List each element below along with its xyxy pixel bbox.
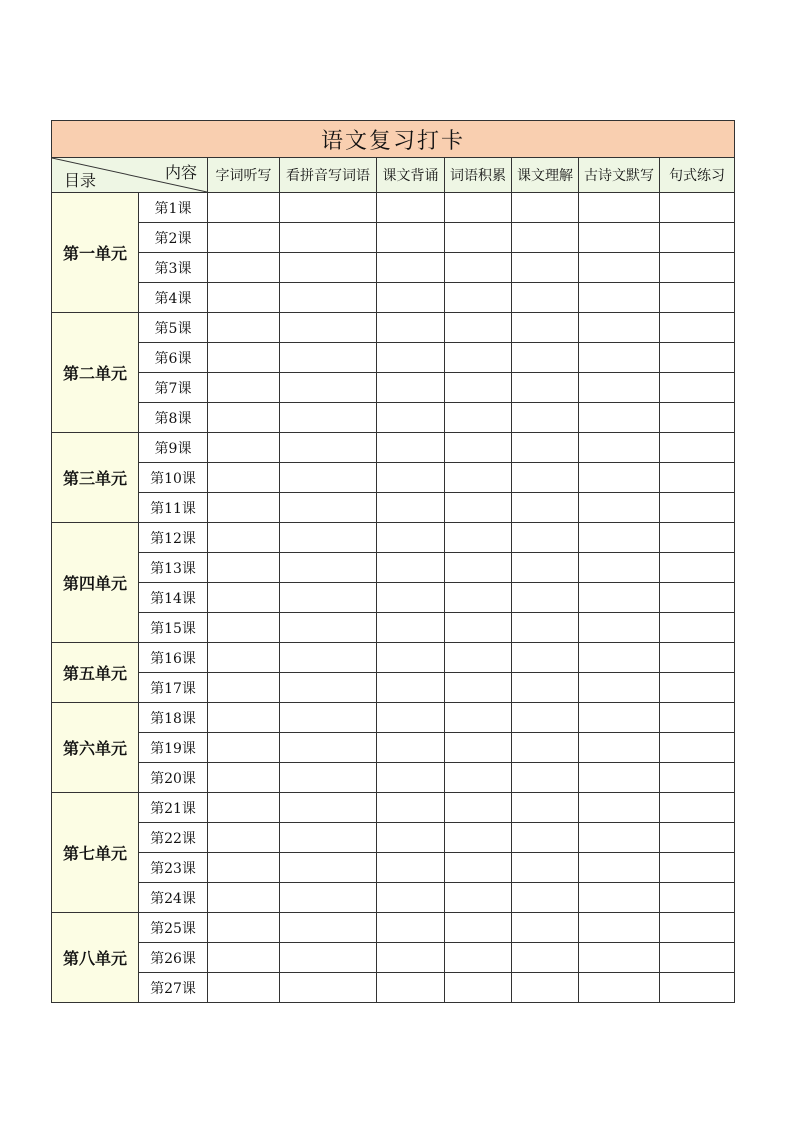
checkin-cell[interactable] bbox=[579, 583, 660, 613]
checkin-cell[interactable] bbox=[280, 223, 377, 253]
checkin-cell[interactable] bbox=[579, 313, 660, 343]
checkin-cell[interactable] bbox=[445, 973, 512, 1003]
checkin-cell[interactable] bbox=[512, 493, 579, 523]
checkin-cell[interactable] bbox=[512, 703, 579, 733]
checkin-cell[interactable] bbox=[660, 523, 735, 553]
checkin-cell[interactable] bbox=[445, 343, 512, 373]
checkin-cell[interactable] bbox=[377, 493, 445, 523]
corner-catalog-label: 目录 bbox=[64, 171, 97, 190]
table-row bbox=[52, 373, 735, 403]
checkin-cell[interactable] bbox=[208, 823, 280, 853]
table-row bbox=[52, 523, 735, 553]
checkin-cell[interactable] bbox=[445, 793, 512, 823]
lesson-label: 第18课 bbox=[139, 703, 208, 733]
checkin-cell[interactable] bbox=[660, 433, 735, 463]
checkin-cell[interactable] bbox=[280, 643, 377, 673]
checkin-cell[interactable] bbox=[377, 223, 445, 253]
checkin-cell[interactable] bbox=[660, 253, 735, 283]
checkin-cell[interactable] bbox=[208, 943, 280, 973]
checkin-cell[interactable] bbox=[660, 823, 735, 853]
checkin-cell[interactable] bbox=[377, 463, 445, 493]
checkin-cell[interactable] bbox=[280, 913, 377, 943]
checkin-cell[interactable] bbox=[512, 763, 579, 793]
checkin-cell[interactable] bbox=[660, 343, 735, 373]
checkin-cell[interactable] bbox=[280, 433, 377, 463]
table-row bbox=[52, 583, 735, 613]
checkin-cell[interactable] bbox=[445, 283, 512, 313]
checkin-cell[interactable] bbox=[579, 493, 660, 523]
checkin-cell[interactable] bbox=[660, 613, 735, 643]
checkin-cell[interactable] bbox=[377, 523, 445, 553]
checkin-cell[interactable] bbox=[579, 673, 660, 703]
checkin-cell[interactable] bbox=[660, 943, 735, 973]
lesson-label: 第23课 bbox=[139, 853, 208, 883]
checkin-cell[interactable] bbox=[280, 193, 377, 223]
table-row bbox=[52, 493, 735, 523]
checkin-cell[interactable] bbox=[512, 823, 579, 853]
table-row bbox=[52, 733, 735, 763]
checkin-cell[interactable] bbox=[512, 283, 579, 313]
table-row bbox=[52, 913, 735, 943]
checkin-cell[interactable] bbox=[377, 733, 445, 763]
checkin-cell[interactable] bbox=[512, 313, 579, 343]
checkin-cell[interactable] bbox=[660, 403, 735, 433]
unit-label: 第七单元 bbox=[52, 793, 139, 913]
table-row bbox=[52, 973, 735, 1003]
checkin-cell[interactable] bbox=[377, 643, 445, 673]
lesson-label: 第19课 bbox=[139, 733, 208, 763]
checkin-cell[interactable] bbox=[445, 913, 512, 943]
checkin-cell[interactable] bbox=[445, 493, 512, 523]
checkin-cell[interactable] bbox=[208, 523, 280, 553]
checkin-cell[interactable] bbox=[280, 733, 377, 763]
checkin-cell[interactable] bbox=[660, 223, 735, 253]
lesson-label: 第24课 bbox=[139, 883, 208, 913]
checkin-cell[interactable] bbox=[579, 883, 660, 913]
checkin-cell[interactable] bbox=[208, 253, 280, 283]
checkin-cell[interactable] bbox=[660, 583, 735, 613]
column-header: 课文理解 bbox=[512, 158, 579, 193]
checkin-cell[interactable] bbox=[280, 403, 377, 433]
table-body bbox=[52, 193, 735, 1003]
checkin-cell[interactable] bbox=[579, 703, 660, 733]
checkin-cell[interactable] bbox=[660, 193, 735, 223]
checkin-cell[interactable] bbox=[445, 313, 512, 343]
checkin-sheet bbox=[51, 120, 734, 1003]
unit-label: 第四单元 bbox=[52, 523, 139, 643]
checkin-cell[interactable] bbox=[512, 553, 579, 583]
checkin-cell[interactable] bbox=[579, 223, 660, 253]
table-row bbox=[52, 403, 735, 433]
checkin-cell[interactable] bbox=[512, 373, 579, 403]
table-row bbox=[52, 313, 735, 343]
checkin-cell[interactable] bbox=[280, 703, 377, 733]
column-header: 课文背诵 bbox=[377, 158, 445, 193]
checkin-cell[interactable] bbox=[579, 643, 660, 673]
checkin-cell[interactable] bbox=[579, 403, 660, 433]
lesson-label: 第20课 bbox=[139, 763, 208, 793]
checkin-cell[interactable] bbox=[445, 943, 512, 973]
checkin-cell[interactable] bbox=[512, 583, 579, 613]
checkin-cell[interactable] bbox=[208, 883, 280, 913]
checkin-cell[interactable] bbox=[377, 253, 445, 283]
checkin-cell[interactable] bbox=[280, 763, 377, 793]
checkin-cell[interactable] bbox=[280, 463, 377, 493]
checkin-cell[interactable] bbox=[445, 853, 512, 883]
checkin-cell[interactable] bbox=[660, 313, 735, 343]
checkin-cell[interactable] bbox=[377, 853, 445, 883]
checkin-cell[interactable] bbox=[512, 523, 579, 553]
table-row bbox=[52, 943, 735, 973]
lesson-label: 第13课 bbox=[139, 553, 208, 583]
checkin-cell[interactable] bbox=[377, 913, 445, 943]
checkin-cell[interactable] bbox=[660, 793, 735, 823]
checkin-cell[interactable] bbox=[579, 253, 660, 283]
corner-content-label: 内容 bbox=[164, 163, 197, 182]
checkin-cell[interactable] bbox=[377, 703, 445, 733]
table-row bbox=[52, 553, 735, 583]
checkin-cell[interactable] bbox=[280, 973, 377, 1003]
review-table bbox=[51, 120, 735, 1003]
checkin-cell[interactable] bbox=[579, 463, 660, 493]
checkin-cell[interactable] bbox=[208, 223, 280, 253]
checkin-cell[interactable] bbox=[445, 523, 512, 553]
lesson-label: 第3课 bbox=[139, 253, 208, 283]
checkin-cell[interactable] bbox=[579, 913, 660, 943]
checkin-cell[interactable] bbox=[208, 703, 280, 733]
checkin-cell[interactable] bbox=[579, 823, 660, 853]
checkin-cell[interactable] bbox=[377, 403, 445, 433]
checkin-cell[interactable] bbox=[280, 283, 377, 313]
checkin-cell[interactable] bbox=[660, 973, 735, 1003]
checkin-cell[interactable] bbox=[579, 943, 660, 973]
table-row bbox=[52, 193, 735, 223]
checkin-cell[interactable] bbox=[280, 823, 377, 853]
checkin-cell[interactable] bbox=[280, 253, 377, 283]
checkin-cell[interactable] bbox=[579, 193, 660, 223]
checkin-cell[interactable] bbox=[208, 403, 280, 433]
checkin-cell[interactable] bbox=[445, 433, 512, 463]
checkin-cell[interactable] bbox=[660, 763, 735, 793]
lesson-label: 第2课 bbox=[139, 223, 208, 253]
lesson-label: 第5课 bbox=[139, 313, 208, 343]
lesson-label: 第22课 bbox=[139, 823, 208, 853]
checkin-cell[interactable] bbox=[660, 883, 735, 913]
checkin-cell[interactable] bbox=[377, 433, 445, 463]
checkin-cell[interactable] bbox=[208, 343, 280, 373]
checkin-cell[interactable] bbox=[512, 463, 579, 493]
table-row bbox=[52, 283, 735, 313]
checkin-cell[interactable] bbox=[445, 613, 512, 643]
checkin-cell[interactable] bbox=[445, 673, 512, 703]
checkin-cell[interactable] bbox=[445, 643, 512, 673]
checkin-cell[interactable] bbox=[445, 373, 512, 403]
unit-label: 第六单元 bbox=[52, 703, 139, 793]
checkin-cell[interactable] bbox=[660, 673, 735, 703]
checkin-cell[interactable] bbox=[208, 673, 280, 703]
lesson-label: 第14课 bbox=[139, 583, 208, 613]
table-row bbox=[52, 343, 735, 373]
lesson-label: 第26课 bbox=[139, 943, 208, 973]
table-row bbox=[52, 823, 735, 853]
unit-label: 第二单元 bbox=[52, 313, 139, 433]
lesson-label: 第27课 bbox=[139, 973, 208, 1003]
checkin-cell[interactable] bbox=[445, 463, 512, 493]
table-row bbox=[52, 433, 735, 463]
checkin-cell[interactable] bbox=[280, 313, 377, 343]
table-row bbox=[52, 253, 735, 283]
checkin-cell[interactable] bbox=[445, 403, 512, 433]
checkin-cell[interactable] bbox=[512, 673, 579, 703]
page-title: 语文复习打卡 bbox=[52, 121, 735, 158]
table-row bbox=[52, 223, 735, 253]
checkin-cell[interactable] bbox=[377, 583, 445, 613]
checkin-cell[interactable] bbox=[208, 463, 280, 493]
unit-label: 第三单元 bbox=[52, 433, 139, 523]
unit-label: 第八单元 bbox=[52, 913, 139, 1003]
checkin-cell[interactable] bbox=[377, 373, 445, 403]
column-header: 句式练习 bbox=[660, 158, 735, 193]
corner-header bbox=[52, 158, 208, 193]
checkin-cell[interactable] bbox=[445, 823, 512, 853]
checkin-cell[interactable] bbox=[280, 943, 377, 973]
lesson-label: 第15课 bbox=[139, 613, 208, 643]
checkin-cell[interactable] bbox=[377, 553, 445, 583]
table-row bbox=[52, 763, 735, 793]
checkin-cell[interactable] bbox=[512, 913, 579, 943]
lesson-label: 第7课 bbox=[139, 373, 208, 403]
checkin-cell[interactable] bbox=[445, 883, 512, 913]
checkin-cell[interactable] bbox=[660, 853, 735, 883]
checkin-cell[interactable] bbox=[512, 733, 579, 763]
table-row bbox=[52, 613, 735, 643]
checkin-cell[interactable] bbox=[512, 643, 579, 673]
checkin-cell[interactable] bbox=[377, 823, 445, 853]
checkin-cell[interactable] bbox=[579, 433, 660, 463]
table-row bbox=[52, 463, 735, 493]
checkin-cell[interactable] bbox=[208, 853, 280, 883]
checkin-cell[interactable] bbox=[280, 883, 377, 913]
checkin-cell[interactable] bbox=[377, 313, 445, 343]
checkin-cell[interactable] bbox=[660, 733, 735, 763]
lesson-label: 第25课 bbox=[139, 913, 208, 943]
checkin-cell[interactable] bbox=[208, 763, 280, 793]
checkin-cell[interactable] bbox=[445, 223, 512, 253]
checkin-cell[interactable] bbox=[512, 223, 579, 253]
header-row bbox=[52, 158, 735, 193]
checkin-cell[interactable] bbox=[208, 913, 280, 943]
checkin-cell[interactable] bbox=[208, 373, 280, 403]
table-row bbox=[52, 883, 735, 913]
checkin-cell[interactable] bbox=[512, 883, 579, 913]
checkin-cell[interactable] bbox=[445, 193, 512, 223]
checkin-cell[interactable] bbox=[579, 973, 660, 1003]
checkin-cell[interactable] bbox=[280, 553, 377, 583]
checkin-cell[interactable] bbox=[660, 283, 735, 313]
checkin-cell[interactable] bbox=[660, 463, 735, 493]
checkin-cell[interactable] bbox=[208, 493, 280, 523]
checkin-cell[interactable] bbox=[377, 973, 445, 1003]
lesson-label: 第6课 bbox=[139, 343, 208, 373]
checkin-cell[interactable] bbox=[445, 703, 512, 733]
checkin-cell[interactable] bbox=[280, 523, 377, 553]
checkin-cell[interactable] bbox=[445, 583, 512, 613]
column-header: 字词听写 bbox=[208, 158, 280, 193]
checkin-cell[interactable] bbox=[579, 373, 660, 403]
checkin-cell[interactable] bbox=[579, 343, 660, 373]
checkin-cell[interactable] bbox=[377, 883, 445, 913]
checkin-cell[interactable] bbox=[579, 613, 660, 643]
checkin-cell[interactable] bbox=[660, 493, 735, 523]
table-row bbox=[52, 703, 735, 733]
checkin-cell[interactable] bbox=[579, 283, 660, 313]
checkin-cell[interactable] bbox=[512, 193, 579, 223]
checkin-cell[interactable] bbox=[377, 673, 445, 703]
column-header: 古诗文默写 bbox=[579, 158, 660, 193]
checkin-cell[interactable] bbox=[208, 583, 280, 613]
checkin-cell[interactable] bbox=[512, 943, 579, 973]
checkin-cell[interactable] bbox=[208, 643, 280, 673]
unit-label: 第一单元 bbox=[52, 193, 139, 313]
table-row bbox=[52, 853, 735, 883]
checkin-cell[interactable] bbox=[660, 703, 735, 733]
checkin-cell[interactable] bbox=[208, 433, 280, 463]
column-header: 看拼音写词语 bbox=[280, 158, 377, 193]
lesson-label: 第12课 bbox=[139, 523, 208, 553]
checkin-cell[interactable] bbox=[280, 613, 377, 643]
checkin-cell[interactable] bbox=[377, 613, 445, 643]
checkin-cell[interactable] bbox=[512, 853, 579, 883]
checkin-cell[interactable] bbox=[660, 913, 735, 943]
unit-label: 第五单元 bbox=[52, 643, 139, 703]
checkin-cell[interactable] bbox=[512, 403, 579, 433]
checkin-cell[interactable] bbox=[660, 373, 735, 403]
checkin-cell[interactable] bbox=[280, 583, 377, 613]
table-row bbox=[52, 793, 735, 823]
checkin-cell[interactable] bbox=[579, 733, 660, 763]
checkin-cell[interactable] bbox=[208, 613, 280, 643]
lesson-label: 第21课 bbox=[139, 793, 208, 823]
table-row bbox=[52, 643, 735, 673]
checkin-cell[interactable] bbox=[579, 853, 660, 883]
lesson-label: 第8课 bbox=[139, 403, 208, 433]
checkin-cell[interactable] bbox=[280, 853, 377, 883]
checkin-cell[interactable] bbox=[208, 733, 280, 763]
lesson-label: 第4课 bbox=[139, 283, 208, 313]
checkin-cell[interactable] bbox=[280, 673, 377, 703]
checkin-cell[interactable] bbox=[208, 553, 280, 583]
checkin-cell[interactable] bbox=[208, 283, 280, 313]
checkin-cell[interactable] bbox=[280, 793, 377, 823]
checkin-cell[interactable] bbox=[579, 793, 660, 823]
lesson-label: 第1课 bbox=[139, 193, 208, 223]
checkin-cell[interactable] bbox=[512, 433, 579, 463]
checkin-cell[interactable] bbox=[377, 343, 445, 373]
checkin-cell[interactable] bbox=[377, 283, 445, 313]
checkin-cell[interactable] bbox=[208, 313, 280, 343]
lesson-label: 第16课 bbox=[139, 643, 208, 673]
checkin-cell[interactable] bbox=[208, 973, 280, 1003]
checkin-cell[interactable] bbox=[660, 553, 735, 583]
checkin-cell[interactable] bbox=[377, 793, 445, 823]
checkin-cell[interactable] bbox=[512, 343, 579, 373]
checkin-cell[interactable] bbox=[445, 553, 512, 583]
checkin-cell[interactable] bbox=[445, 733, 512, 763]
checkin-cell[interactable] bbox=[579, 763, 660, 793]
table-row bbox=[52, 673, 735, 703]
checkin-cell[interactable] bbox=[512, 793, 579, 823]
checkin-cell[interactable] bbox=[579, 553, 660, 583]
checkin-cell[interactable] bbox=[377, 193, 445, 223]
lesson-label: 第9课 bbox=[139, 433, 208, 463]
checkin-cell[interactable] bbox=[377, 763, 445, 793]
lesson-label: 第11课 bbox=[139, 493, 208, 523]
checkin-cell[interactable] bbox=[512, 253, 579, 283]
checkin-cell[interactable] bbox=[660, 643, 735, 673]
checkin-cell[interactable] bbox=[512, 613, 579, 643]
checkin-cell[interactable] bbox=[280, 373, 377, 403]
checkin-cell[interactable] bbox=[280, 493, 377, 523]
lesson-label: 第17课 bbox=[139, 673, 208, 703]
checkin-cell[interactable] bbox=[208, 793, 280, 823]
lesson-label: 第10课 bbox=[139, 463, 208, 493]
checkin-cell[interactable] bbox=[208, 193, 280, 223]
checkin-cell[interactable] bbox=[445, 763, 512, 793]
checkin-cell[interactable] bbox=[445, 253, 512, 283]
checkin-cell[interactable] bbox=[377, 943, 445, 973]
checkin-cell[interactable] bbox=[280, 343, 377, 373]
checkin-cell[interactable] bbox=[579, 523, 660, 553]
column-header: 词语积累 bbox=[445, 158, 512, 193]
checkin-cell[interactable] bbox=[512, 973, 579, 1003]
